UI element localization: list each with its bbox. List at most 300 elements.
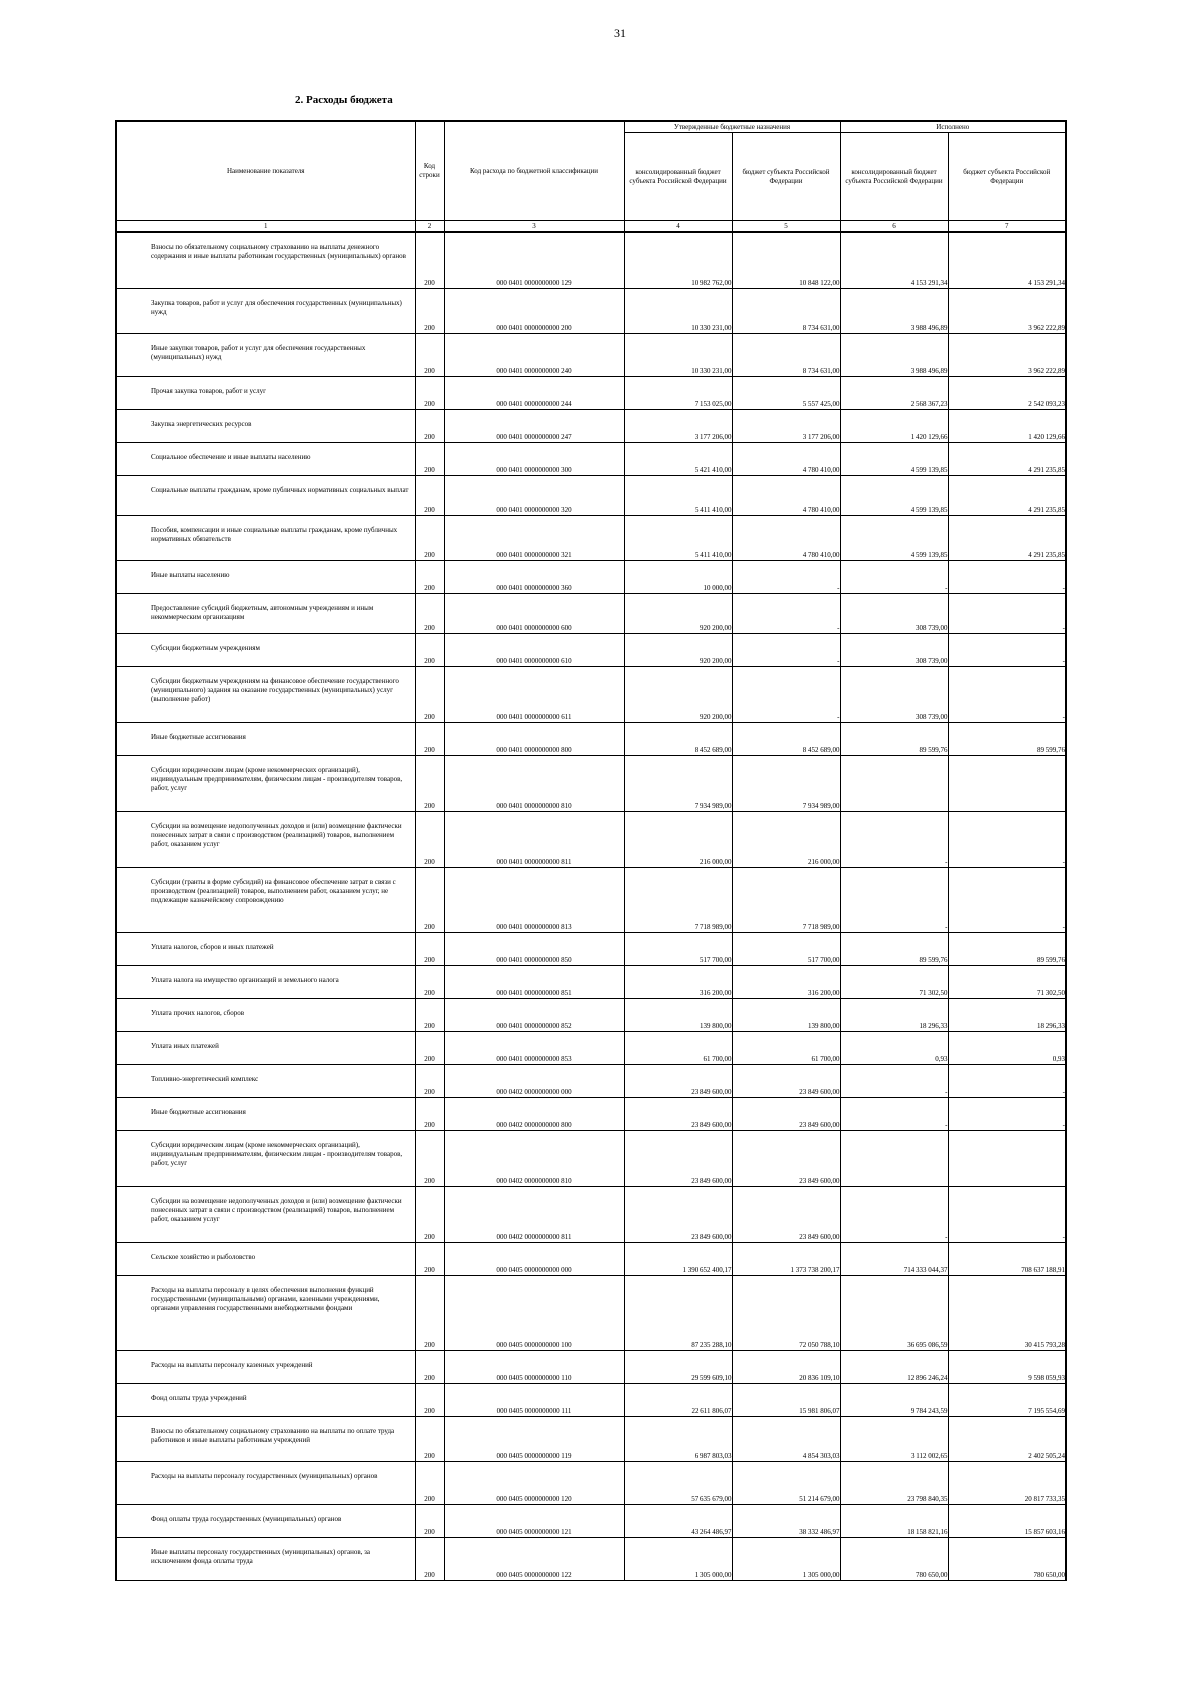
row-name: Прочая закупка товаров, работ и услуг xyxy=(151,386,266,395)
row-approved-subject: 3 177 206,00 xyxy=(732,409,840,442)
page-number: 31 xyxy=(614,26,626,40)
row-name: Расходы на выплаты персоналу казенных учреждений xyxy=(151,1360,313,1369)
row-approved-subject: 23 849 600,00 xyxy=(732,1097,840,1130)
row-executed-consolidated: 0,93 xyxy=(840,1031,948,1064)
row-executed-consolidated: 71 302,50 xyxy=(840,965,948,998)
row-approved-subject: - xyxy=(732,593,840,633)
row-executed-consolidated: 4 599 139,85 xyxy=(840,442,948,475)
row-approved-consolidated: 216 000,00 xyxy=(624,811,732,867)
row-approved-consolidated: 6 987 803,03 xyxy=(624,1416,732,1461)
row-executed-subject: 4 291 235,85 xyxy=(948,475,1066,515)
table-row xyxy=(116,232,1066,288)
row-executed-consolidated: - xyxy=(840,1064,948,1097)
row-approved-consolidated: 10 000,00 xyxy=(624,560,732,593)
row-approved-consolidated: 61 700,00 xyxy=(624,1031,732,1064)
row-executed-subject: 7 195 554,69 xyxy=(948,1383,1066,1416)
row-approved-subject: 8 452 689,00 xyxy=(732,722,840,755)
row-kbk: 000 0401 0000000000 360 xyxy=(444,560,624,593)
row-name: Уплата прочих налогов, сборов xyxy=(151,1008,245,1017)
column-number: 3 xyxy=(444,221,624,233)
row-approved-subject: - xyxy=(732,560,840,593)
row-code: 200 xyxy=(415,409,444,442)
row-name-cell xyxy=(116,475,415,515)
row-executed-subject: 0,93 xyxy=(948,1031,1066,1064)
table-row xyxy=(116,288,1066,333)
row-approved-consolidated: 7 718 989,00 xyxy=(624,867,732,932)
row-executed-subject: 20 817 733,35 xyxy=(948,1461,1066,1504)
row-kbk: 000 0401 0000000000 247 xyxy=(444,409,624,442)
table-row xyxy=(116,442,1066,475)
row-name-cell xyxy=(116,376,415,409)
row-executed-consolidated: - xyxy=(840,811,948,867)
row-approved-subject: 216 000,00 xyxy=(732,811,840,867)
row-kbk: 000 0401 0000000000 240 xyxy=(444,333,624,376)
row-name-cell xyxy=(116,333,415,376)
row-code: 200 xyxy=(415,1416,444,1461)
row-executed-subject: 780 650,00 xyxy=(948,1537,1066,1580)
row-executed-subject: - xyxy=(948,1097,1066,1130)
row-kbk: 000 0405 0000000000 122 xyxy=(444,1537,624,1580)
row-name-cell xyxy=(116,867,415,932)
row-approved-subject: 4 780 410,00 xyxy=(732,475,840,515)
row-code: 200 xyxy=(415,560,444,593)
row-executed-subject: 4 291 235,85 xyxy=(948,515,1066,560)
row-code: 200 xyxy=(415,593,444,633)
row-code: 200 xyxy=(415,1537,444,1580)
table-row xyxy=(116,560,1066,593)
row-name: Социальные выплаты гражданам, кроме публичных нормативных социальных выплат xyxy=(151,485,409,494)
header-executed-subject: бюджет субъекта Российской Федерации xyxy=(948,133,1066,221)
row-name: Субсидии на возмещение недополученных доходов и (или) возмещение фактически понесенных затрат в связи с производством (реализацией) товаров, выполнением работ, оказанием услуг xyxy=(151,821,402,848)
row-executed-subject: 3 962 222,89 xyxy=(948,288,1066,333)
row-executed-subject: 9 598 059,93 xyxy=(948,1350,1066,1383)
row-approved-subject: - xyxy=(732,666,840,722)
row-name: Фонд оплаты труда государственных (муниципальных) органов xyxy=(151,1514,342,1523)
row-executed-subject xyxy=(948,755,1066,811)
row-executed-consolidated: 2 568 367,23 xyxy=(840,376,948,409)
row-approved-consolidated: 8 452 689,00 xyxy=(624,722,732,755)
row-code: 200 xyxy=(415,333,444,376)
row-code: 200 xyxy=(415,288,444,333)
row-approved-consolidated: 920 200,00 xyxy=(624,593,732,633)
row-approved-subject: 517 700,00 xyxy=(732,932,840,965)
row-kbk: 000 0405 0000000000 119 xyxy=(444,1416,624,1461)
row-kbk: 000 0405 0000000000 120 xyxy=(444,1461,624,1504)
row-kbk: 000 0401 0000000000 300 xyxy=(444,442,624,475)
table-row xyxy=(116,1537,1066,1580)
row-executed-subject: - xyxy=(948,633,1066,666)
row-kbk: 000 0401 0000000000 244 xyxy=(444,376,624,409)
row-code: 200 xyxy=(415,1031,444,1064)
row-name: Уплата налога на имущество организаций и земельного налога xyxy=(151,975,339,984)
row-executed-subject: - xyxy=(948,1064,1066,1097)
row-approved-subject: 7 934 989,00 xyxy=(732,755,840,811)
row-kbk: 000 0405 0000000000 110 xyxy=(444,1350,624,1383)
row-kbk: 000 0401 0000000000 811 xyxy=(444,811,624,867)
row-approved-consolidated: 57 635 679,00 xyxy=(624,1461,732,1504)
row-name-cell xyxy=(116,965,415,998)
row-code: 200 xyxy=(415,965,444,998)
column-number: 4 xyxy=(624,221,732,233)
row-executed-subject: 2 542 093,23 xyxy=(948,376,1066,409)
row-executed-subject: 71 302,50 xyxy=(948,965,1066,998)
row-executed-consolidated: 18 296,33 xyxy=(840,998,948,1031)
row-name: Закупка энергетических ресурсов xyxy=(151,419,252,428)
row-approved-consolidated: 10 982 762,00 xyxy=(624,232,732,288)
row-approved-consolidated: 920 200,00 xyxy=(624,666,732,722)
row-name-cell xyxy=(116,1031,415,1064)
row-name-cell xyxy=(116,633,415,666)
row-executed-subject: 4 153 291,34 xyxy=(948,232,1066,288)
header-executed-consolidated: консолидированный бюджет субъекта Российской Федерации xyxy=(840,133,948,221)
row-executed-subject: - xyxy=(948,867,1066,932)
row-name-cell xyxy=(116,722,415,755)
table-row xyxy=(116,475,1066,515)
row-approved-consolidated: 1 305 000,00 xyxy=(624,1537,732,1580)
row-kbk: 000 0401 0000000000 321 xyxy=(444,515,624,560)
row-approved-consolidated: 23 849 600,00 xyxy=(624,1097,732,1130)
row-code: 200 xyxy=(415,1242,444,1275)
row-executed-consolidated: 1 420 129,66 xyxy=(840,409,948,442)
row-approved-consolidated: 29 599 609,10 xyxy=(624,1350,732,1383)
row-executed-consolidated xyxy=(840,1130,948,1186)
row-executed-consolidated: 714 333 044,37 xyxy=(840,1242,948,1275)
table-row xyxy=(116,965,1066,998)
row-name-cell xyxy=(116,666,415,722)
row-approved-subject: - xyxy=(732,633,840,666)
row-approved-subject: 7 718 989,00 xyxy=(732,867,840,932)
row-approved-subject: 51 214 679,00 xyxy=(732,1461,840,1504)
row-name-cell xyxy=(116,409,415,442)
row-code: 200 xyxy=(415,932,444,965)
row-name-cell xyxy=(116,515,415,560)
header-name: Наименование показателя xyxy=(116,121,415,221)
row-code: 200 xyxy=(415,633,444,666)
row-approved-consolidated: 10 330 231,00 xyxy=(624,288,732,333)
row-name-cell xyxy=(116,560,415,593)
row-executed-consolidated: - xyxy=(840,560,948,593)
row-kbk: 000 0405 0000000000 100 xyxy=(444,1275,624,1350)
row-kbk: 000 0405 0000000000 111 xyxy=(444,1383,624,1416)
row-executed-consolidated: 3 988 496,89 xyxy=(840,333,948,376)
row-name-cell xyxy=(116,593,415,633)
row-name: Субсидии юридическим лицам (кроме некоммерческих организаций), индивидуальным предпринимателям, физическим лицам - производителям товаров, работ, услуг xyxy=(151,1140,403,1167)
table-row xyxy=(116,333,1066,376)
header-approved-subject: бюджет субъекта Российской Федерации xyxy=(732,133,840,221)
row-executed-consolidated: 3 988 496,89 xyxy=(840,288,948,333)
row-code: 200 xyxy=(415,755,444,811)
row-name: Субсидии юридическим лицам (кроме некоммерческих организаций), индивидуальным предпринимателям, физическим лицам - производителям товаров, работ, услуг xyxy=(151,765,403,792)
table-row xyxy=(116,1416,1066,1461)
row-executed-subject: - xyxy=(948,666,1066,722)
row-name: Иные закупки товаров, работ и услуг для обеспечения государственных (муниципальных) нужд xyxy=(151,343,366,361)
row-name: Иные выплаты населению xyxy=(151,570,230,579)
row-code: 200 xyxy=(415,1097,444,1130)
row-name-cell xyxy=(116,288,415,333)
row-kbk: 000 0401 0000000000 850 xyxy=(444,932,624,965)
row-executed-subject: - xyxy=(948,811,1066,867)
row-kbk: 000 0402 0000000000 810 xyxy=(444,1130,624,1186)
row-name-cell xyxy=(116,1461,415,1504)
row-executed-consolidated: 4 153 291,34 xyxy=(840,232,948,288)
row-code: 200 xyxy=(415,515,444,560)
table-row xyxy=(116,998,1066,1031)
row-approved-consolidated: 7 934 989,00 xyxy=(624,755,732,811)
row-executed-consolidated: 23 798 840,35 xyxy=(840,1461,948,1504)
row-code: 200 xyxy=(415,1383,444,1416)
row-name: Взносы по обязательному социальному страхованию на выплаты денежного содержания и иные выплаты работникам государственных (муниципальных) органов xyxy=(151,243,406,260)
row-name-cell xyxy=(116,442,415,475)
row-executed-subject: 1 420 129,66 xyxy=(948,409,1066,442)
row-kbk: 000 0401 0000000000 851 xyxy=(444,965,624,998)
table-row xyxy=(116,1186,1066,1242)
section-title: 2. Расходы бюджета xyxy=(295,94,393,106)
row-name: Топливно-энергетический комплекс xyxy=(151,1074,259,1083)
row-executed-subject: - xyxy=(948,1186,1066,1242)
table-row xyxy=(116,867,1066,932)
row-name-cell xyxy=(116,232,415,288)
table-row xyxy=(116,1130,1066,1186)
row-code: 200 xyxy=(415,998,444,1031)
table-row xyxy=(116,515,1066,560)
row-approved-consolidated: 3 177 206,00 xyxy=(624,409,732,442)
row-kbk: 000 0401 0000000000 800 xyxy=(444,722,624,755)
row-name-cell xyxy=(116,1416,415,1461)
row-kbk: 000 0401 0000000000 810 xyxy=(444,755,624,811)
row-name: Уплата налогов, сборов и иных платежей xyxy=(151,942,274,951)
row-executed-subject: - xyxy=(948,560,1066,593)
row-approved-consolidated: 5 411 410,00 xyxy=(624,515,732,560)
header-approved-consolidated: консолидированный бюджет субъекта Российской Федерации xyxy=(624,133,732,221)
table-row xyxy=(116,1383,1066,1416)
table-row xyxy=(116,666,1066,722)
expenditure-table xyxy=(115,120,1067,1581)
row-approved-subject: 72 050 788,10 xyxy=(732,1275,840,1350)
row-executed-consolidated: 36 695 086,59 xyxy=(840,1275,948,1350)
row-name: Субсидии на возмещение недополученных доходов и (или) возмещение фактически понесенных затрат в связи с производством (реализацией) товаров, выполнением работ, оказанием услуг xyxy=(151,1196,402,1223)
row-approved-subject: 38 332 486,97 xyxy=(732,1504,840,1537)
row-approved-consolidated: 1 390 652 400,17 xyxy=(624,1242,732,1275)
header-group-executed: Исполнено xyxy=(840,121,1066,133)
table-row xyxy=(116,932,1066,965)
table-row xyxy=(116,633,1066,666)
table-row xyxy=(116,1097,1066,1130)
header-code: Код строки xyxy=(415,121,444,221)
table-row xyxy=(116,1064,1066,1097)
row-code: 200 xyxy=(415,1461,444,1504)
row-executed-consolidated: 308 739,00 xyxy=(840,593,948,633)
row-code: 200 xyxy=(415,475,444,515)
row-code: 200 xyxy=(415,1275,444,1350)
row-name-cell xyxy=(116,1242,415,1275)
row-approved-consolidated: 920 200,00 xyxy=(624,633,732,666)
header-group-approved: Утвержденные бюджетные назначения xyxy=(624,121,840,133)
row-executed-subject: 18 296,33 xyxy=(948,998,1066,1031)
row-executed-consolidated xyxy=(840,755,948,811)
row-code: 200 xyxy=(415,1130,444,1186)
row-executed-consolidated: - xyxy=(840,1186,948,1242)
row-executed-consolidated: 12 896 246,24 xyxy=(840,1350,948,1383)
row-name: Расходы на выплаты персоналу государственных (муниципальных) органов xyxy=(151,1471,378,1480)
row-name: Расходы на выплаты персоналу в целях обеспечения выполнения функций государственными (муниципальными) органами, казенными учреждениями, органами управления государственными внебюджетными фондами xyxy=(151,1285,380,1312)
row-kbk: 000 0402 0000000000 811 xyxy=(444,1186,624,1242)
row-executed-consolidated: 4 599 139,85 xyxy=(840,515,948,560)
row-name-cell xyxy=(116,998,415,1031)
row-kbk: 000 0401 0000000000 610 xyxy=(444,633,624,666)
row-executed-subject: 4 291 235,85 xyxy=(948,442,1066,475)
row-approved-subject: 139 800,00 xyxy=(732,998,840,1031)
row-code: 200 xyxy=(415,376,444,409)
row-approved-subject: 20 836 109,10 xyxy=(732,1350,840,1383)
row-approved-consolidated: 7 153 025,00 xyxy=(624,376,732,409)
row-executed-subject: 89 599,76 xyxy=(948,932,1066,965)
row-code: 200 xyxy=(415,1350,444,1383)
row-name: Взносы по обязательному социальному страхованию на выплаты по оплате труда работников и иные выплаты работникам учреждений xyxy=(151,1426,395,1444)
row-name-cell xyxy=(116,811,415,867)
row-executed-consolidated: 780 650,00 xyxy=(840,1537,948,1580)
row-kbk: 000 0402 0000000000 800 xyxy=(444,1097,624,1130)
table-row xyxy=(116,409,1066,442)
row-executed-subject: 3 962 222,89 xyxy=(948,333,1066,376)
row-code: 200 xyxy=(415,666,444,722)
row-kbk: 000 0401 0000000000 129 xyxy=(444,232,624,288)
row-name-cell xyxy=(116,1130,415,1186)
table-row xyxy=(116,1275,1066,1350)
row-code: 200 xyxy=(415,442,444,475)
row-name-cell xyxy=(116,1186,415,1242)
table-row xyxy=(116,1031,1066,1064)
row-executed-consolidated: 89 599,76 xyxy=(840,932,948,965)
column-number: 6 xyxy=(840,221,948,233)
row-approved-consolidated: 43 264 486,97 xyxy=(624,1504,732,1537)
row-approved-subject: 4 780 410,00 xyxy=(732,515,840,560)
row-kbk: 000 0402 0000000000 000 xyxy=(444,1064,624,1097)
column-number: 7 xyxy=(948,221,1066,233)
row-executed-consolidated: 308 739,00 xyxy=(840,633,948,666)
row-approved-consolidated: 139 800,00 xyxy=(624,998,732,1031)
row-executed-subject: 15 857 603,16 xyxy=(948,1504,1066,1537)
row-approved-subject: 23 849 600,00 xyxy=(732,1186,840,1242)
row-executed-subject: 89 599,76 xyxy=(948,722,1066,755)
row-name: Фонд оплаты труда учреждений xyxy=(151,1393,247,1402)
row-kbk: 000 0401 0000000000 813 xyxy=(444,867,624,932)
row-kbk: 000 0401 0000000000 852 xyxy=(444,998,624,1031)
row-approved-consolidated: 517 700,00 xyxy=(624,932,732,965)
row-name: Социальное обеспечение и иные выплаты населению xyxy=(151,452,311,461)
table-row xyxy=(116,811,1066,867)
row-name: Иные бюджетные ассигнования xyxy=(151,732,246,741)
row-code: 200 xyxy=(415,867,444,932)
row-approved-consolidated: 316 200,00 xyxy=(624,965,732,998)
row-name-cell xyxy=(116,1537,415,1580)
row-executed-consolidated: 3 112 002,65 xyxy=(840,1416,948,1461)
row-approved-subject: 1 373 738 200,17 xyxy=(732,1242,840,1275)
row-approved-subject: 8 734 631,00 xyxy=(732,288,840,333)
row-approved-subject: 15 981 806,07 xyxy=(732,1383,840,1416)
row-approved-consolidated: 23 849 600,00 xyxy=(624,1130,732,1186)
table-row xyxy=(116,1504,1066,1537)
row-code: 200 xyxy=(415,722,444,755)
row-executed-consolidated: 89 599,76 xyxy=(840,722,948,755)
table-row xyxy=(116,376,1066,409)
row-name: Пособия, компенсации и иные социальные выплаты гражданам, кроме публичных нормативных обязательств xyxy=(151,525,398,543)
row-approved-consolidated: 87 235 288,10 xyxy=(624,1275,732,1350)
table-row xyxy=(116,1242,1066,1275)
row-approved-subject: 8 734 631,00 xyxy=(732,333,840,376)
row-approved-consolidated: 5 411 410,00 xyxy=(624,475,732,515)
row-approved-consolidated: 23 849 600,00 xyxy=(624,1186,732,1242)
row-executed-subject: 708 637 188,91 xyxy=(948,1242,1066,1275)
row-approved-consolidated: 22 611 806,07 xyxy=(624,1383,732,1416)
row-name: Субсидии бюджетным учреждениям на финансовое обеспечение государственного (муниципального) задания на оказание государственных (муниципальных) услуг (выполнение работ) xyxy=(151,676,399,703)
row-name-cell xyxy=(116,755,415,811)
row-executed-subject: 30 415 793,28 xyxy=(948,1275,1066,1350)
row-code: 200 xyxy=(415,1064,444,1097)
row-approved-subject: 4 780 410,00 xyxy=(732,442,840,475)
table-row xyxy=(116,755,1066,811)
row-approved-subject: 5 557 425,00 xyxy=(732,376,840,409)
column-number: 2 xyxy=(415,221,444,233)
row-code: 200 xyxy=(415,1186,444,1242)
row-kbk: 000 0401 0000000000 600 xyxy=(444,593,624,633)
row-approved-consolidated: 23 849 600,00 xyxy=(624,1064,732,1097)
row-approved-subject: 4 854 303,03 xyxy=(732,1416,840,1461)
row-executed-subject: - xyxy=(948,593,1066,633)
row-kbk: 000 0401 0000000000 611 xyxy=(444,666,624,722)
row-executed-subject xyxy=(948,1130,1066,1186)
table-row xyxy=(116,1461,1066,1504)
row-code: 200 xyxy=(415,1504,444,1537)
row-approved-subject: 1 305 000,00 xyxy=(732,1537,840,1580)
row-executed-consolidated: - xyxy=(840,867,948,932)
row-name: Закупка товаров, работ и услуг для обеспечения государственных (муниципальных) нужд xyxy=(151,298,402,316)
row-kbk: 000 0405 0000000000 121 xyxy=(444,1504,624,1537)
row-name-cell xyxy=(116,1350,415,1383)
row-name: Уплата иных платежей xyxy=(151,1041,219,1050)
column-number: 1 xyxy=(116,221,415,233)
column-number: 5 xyxy=(732,221,840,233)
row-executed-consolidated: 9 784 243,59 xyxy=(840,1383,948,1416)
row-approved-subject: 10 848 122,00 xyxy=(732,232,840,288)
table-row xyxy=(116,593,1066,633)
row-name: Субсидии (гранты в форме субсидий) на финансовое обеспечение затрат в связи с производством (реализацией) товаров, выполнением работ, оказанием услуг, не подлежащие казначейскому сопровождению xyxy=(151,877,396,904)
row-approved-consolidated: 10 330 231,00 xyxy=(624,333,732,376)
row-kbk: 000 0401 0000000000 200 xyxy=(444,288,624,333)
row-approved-consolidated: 5 421 410,00 xyxy=(624,442,732,475)
row-name-cell xyxy=(116,1275,415,1350)
row-name-cell xyxy=(116,1097,415,1130)
row-name: Субсидии бюджетным учреждениям xyxy=(151,643,260,652)
row-executed-consolidated: 18 158 821,16 xyxy=(840,1504,948,1537)
row-executed-consolidated: - xyxy=(840,1097,948,1130)
row-kbk: 000 0405 0000000000 000 xyxy=(444,1242,624,1275)
row-name-cell xyxy=(116,1383,415,1416)
row-code: 200 xyxy=(415,811,444,867)
row-name-cell xyxy=(116,1504,415,1537)
row-executed-consolidated: 4 599 139,85 xyxy=(840,475,948,515)
row-name: Сельское хозяйство и рыболовство xyxy=(151,1252,256,1261)
row-name: Иные выплаты персоналу государственных (муниципальных) органов, за исключением фонда оплаты труда xyxy=(151,1547,371,1565)
row-name: Иные бюджетные ассигнования xyxy=(151,1107,246,1116)
header-kbk: Код расхода по бюджетной классификации xyxy=(444,121,624,221)
row-kbk: 000 0401 0000000000 320 xyxy=(444,475,624,515)
row-approved-subject: 23 849 600,00 xyxy=(732,1064,840,1097)
row-name-cell xyxy=(116,932,415,965)
row-name: Предоставление субсидий бюджетным, автономным учреждениям и иным некоммерческим организациям xyxy=(151,603,374,621)
row-executed-subject: 2 402 505,24 xyxy=(948,1416,1066,1461)
table-row xyxy=(116,722,1066,755)
row-executed-consolidated: 308 739,00 xyxy=(840,666,948,722)
